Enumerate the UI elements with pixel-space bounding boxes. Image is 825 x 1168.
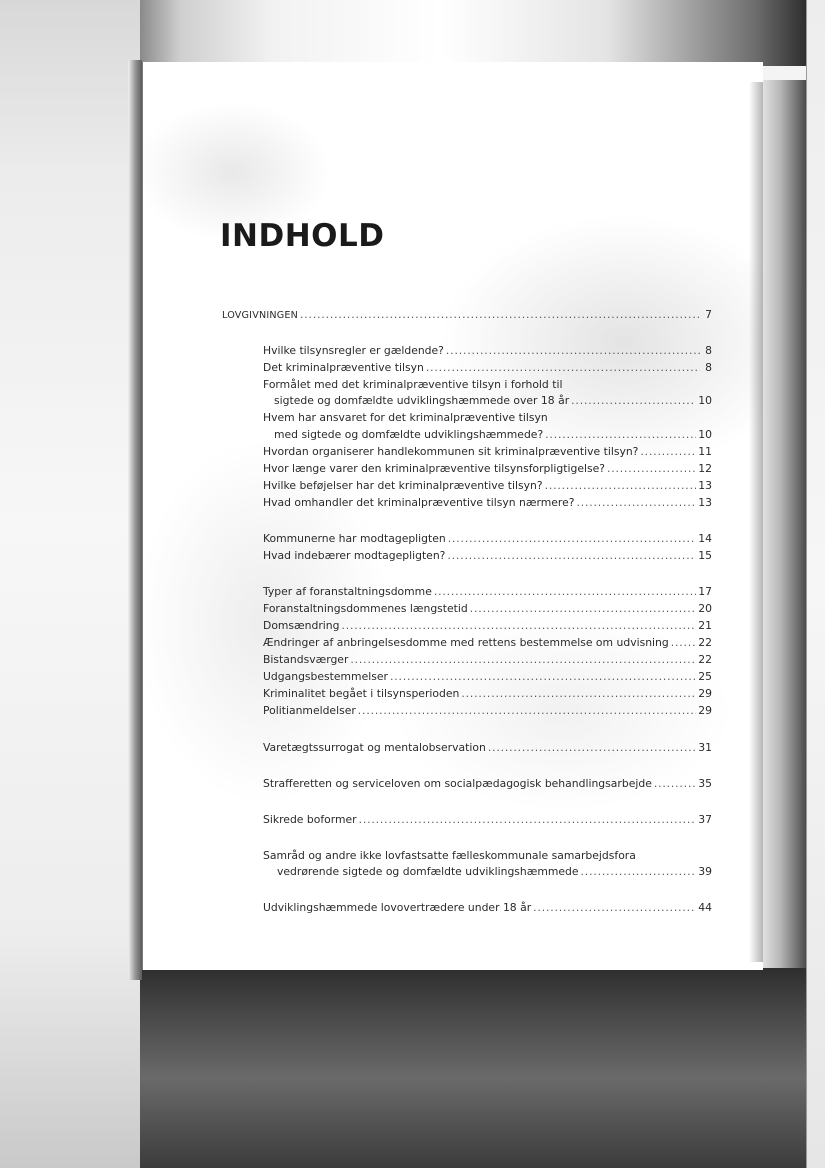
- toc-entry-page: 10: [698, 428, 712, 441]
- toc-entry-label: Typer af foranstaltningsdomme: [263, 585, 432, 598]
- toc-entry-page: 15: [698, 549, 712, 562]
- toc-entry-page: 17: [698, 585, 712, 598]
- toc-entry[interactable]: [263, 704, 712, 718]
- toc-entry-page: 31: [698, 741, 712, 754]
- toc-entry-page: 12: [698, 462, 712, 475]
- toc-leader-dots: [607, 462, 696, 476]
- toc-entry[interactable]: [263, 619, 712, 633]
- toc-leader-dots: [461, 687, 696, 701]
- toc-entry-label: Det kriminalpræventive tilsyn: [263, 361, 424, 374]
- toc-entry[interactable]: [274, 428, 712, 442]
- toc-entry-page: 13: [698, 479, 712, 492]
- toc-entry-label-line1: Samråd og andre ikke lovfastsatte fælleskommunale samarbejdsfora: [263, 849, 636, 862]
- toc-entry[interactable]: [263, 636, 712, 650]
- toc-entry-lovgivningen[interactable]: [222, 308, 712, 323]
- toc-entry[interactable]: [263, 741, 712, 755]
- toc-leader-dots: [576, 496, 696, 510]
- toc-entry-page: 8: [705, 344, 712, 357]
- toc-entry-page: 7: [705, 308, 712, 321]
- toc-entry-page: 11: [698, 445, 712, 458]
- toc-entry[interactable]: [263, 653, 712, 667]
- toc-entry-page: 25: [698, 670, 712, 683]
- toc-leader-dots: [654, 777, 696, 791]
- toc-entry[interactable]: [263, 479, 712, 493]
- toc-entry-label: Hvordan organiserer handlekommunen sit kriminalpræventive tilsyn?: [263, 445, 639, 458]
- toc-entry-label: Hvad indebærer modtagepligten?: [263, 549, 446, 562]
- toc-entry-page: 44: [698, 901, 712, 914]
- toc-entry-label: Domsændring: [263, 619, 340, 632]
- toc-entry-page: 35: [698, 777, 712, 790]
- toc-leader-dots: [470, 602, 696, 616]
- toc-entry-label: med sigtede og domfældte udviklingshæmmede?: [274, 428, 544, 441]
- toc-entry-label: Hvad omhandler det kriminalpræventive tilsyn nærmere?: [263, 496, 575, 509]
- toc-entry[interactable]: [263, 602, 712, 616]
- toc-entry[interactable]: [263, 445, 712, 459]
- toc-entry-label: Kommunerne har modtagepligten: [263, 532, 446, 545]
- toc-leader-dots: [342, 619, 697, 633]
- toc-entry-label: Ændringer af anbringelsesdomme med rettens bestemmelse om udvisning: [263, 636, 669, 649]
- toc-entry-page: 37: [698, 813, 712, 826]
- toc-entry-label-line1: Hvem har ansvaret for det kriminalpræventive tilsyn: [263, 411, 548, 424]
- toc-entry-label: Udgangsbestemmelser: [263, 670, 388, 683]
- toc-leader-dots: [446, 344, 700, 358]
- toc-entry-label: Strafferetten og serviceloven om socialpædagogisk behandlingsarbejde: [263, 777, 652, 790]
- toc-leader-dots: [545, 428, 696, 442]
- toc-entry[interactable]: [263, 901, 712, 915]
- toc-entry-label-line1: Formålet med det kriminalpræventive tilsyn i forhold til: [263, 378, 563, 391]
- toc-leader-dots: [359, 813, 697, 827]
- toc-leader-dots: [488, 741, 696, 755]
- toc-leader-dots: [350, 653, 696, 667]
- toc-entry-label: vedrørende sigtede og domfældte udviklingshæmmede: [277, 865, 579, 878]
- toc-entry-label: Kriminalitet begået i tilsynsperioden: [263, 687, 460, 700]
- toc-entry-label: Udviklingshæmmede lovovertrædere under 18 år: [263, 901, 532, 914]
- toc-entry-label: Sikrede boformer: [263, 813, 357, 826]
- toc-leader-dots: [571, 394, 696, 408]
- toc-leader-dots: [447, 549, 696, 563]
- toc-entry[interactable]: [263, 344, 712, 358]
- page-title: INDHOLD: [220, 218, 385, 254]
- toc-entry-page: 22: [698, 653, 712, 666]
- toc-entry[interactable]: [263, 549, 712, 563]
- toc-entry-label: sigtede og domfældte udviklingshæmmede over 18 år: [274, 394, 570, 407]
- toc-entry[interactable]: [263, 462, 712, 476]
- toc-entry[interactable]: [263, 496, 712, 510]
- toc-leader-dots: [545, 479, 697, 493]
- toc-entry-page: 10: [698, 394, 712, 407]
- toc-entry-label: Hvor længe varer den kriminalpræventive tilsynsforpligtigelse?: [263, 462, 605, 475]
- toc-entry-label: Varetægtssurrogat og mentalobservation: [263, 741, 486, 754]
- toc-leader-dots: [533, 901, 696, 915]
- toc-entry-label: Hvilke beføjelser har det kriminalpræventive tilsyn?: [263, 479, 543, 492]
- toc-entry-page: 22: [698, 636, 712, 649]
- toc-entry[interactable]: [263, 361, 712, 375]
- toc-entry[interactable]: [277, 865, 712, 879]
- toc-leader-dots: [448, 532, 696, 546]
- toc-entry-label: Hvilke tilsynsregler er gældende?: [263, 344, 444, 357]
- toc-leader-dots: [671, 636, 697, 650]
- toc-entry-page: 20: [698, 602, 712, 615]
- toc-entry-page: 29: [698, 687, 712, 700]
- toc-entry[interactable]: [263, 687, 712, 701]
- toc-leader-dots: [300, 308, 700, 322]
- toc-entry-page: 39: [698, 865, 712, 878]
- toc-leader-dots: [640, 445, 696, 459]
- toc-entry[interactable]: [263, 813, 712, 827]
- toc-entry-label: Foranstaltningsdommenes længstetid: [263, 602, 468, 615]
- toc-entry-label: Politianmeldelser: [263, 704, 356, 717]
- toc-entry[interactable]: [274, 394, 712, 408]
- toc-leader-dots: [434, 585, 696, 599]
- toc-leader-dots: [426, 361, 700, 375]
- toc-entry-page: 8: [705, 361, 712, 374]
- toc-entry[interactable]: [263, 670, 712, 684]
- toc-entry[interactable]: [263, 777, 712, 791]
- toc-leader-dots: [390, 670, 696, 684]
- toc-entry-label: LOVGIVNINGEN: [222, 310, 299, 321]
- toc-entry-page: 21: [698, 619, 712, 632]
- toc-leader-dots: [581, 865, 697, 879]
- toc-entry[interactable]: [263, 532, 712, 546]
- toc-entry-page: 14: [698, 532, 712, 545]
- toc-entry-label: Bistandsværger: [263, 653, 349, 666]
- toc-entry-page: 29: [698, 704, 712, 717]
- toc-entry[interactable]: [263, 585, 712, 599]
- toc-leader-dots: [358, 704, 696, 718]
- toc-entry-page: 13: [698, 496, 712, 509]
